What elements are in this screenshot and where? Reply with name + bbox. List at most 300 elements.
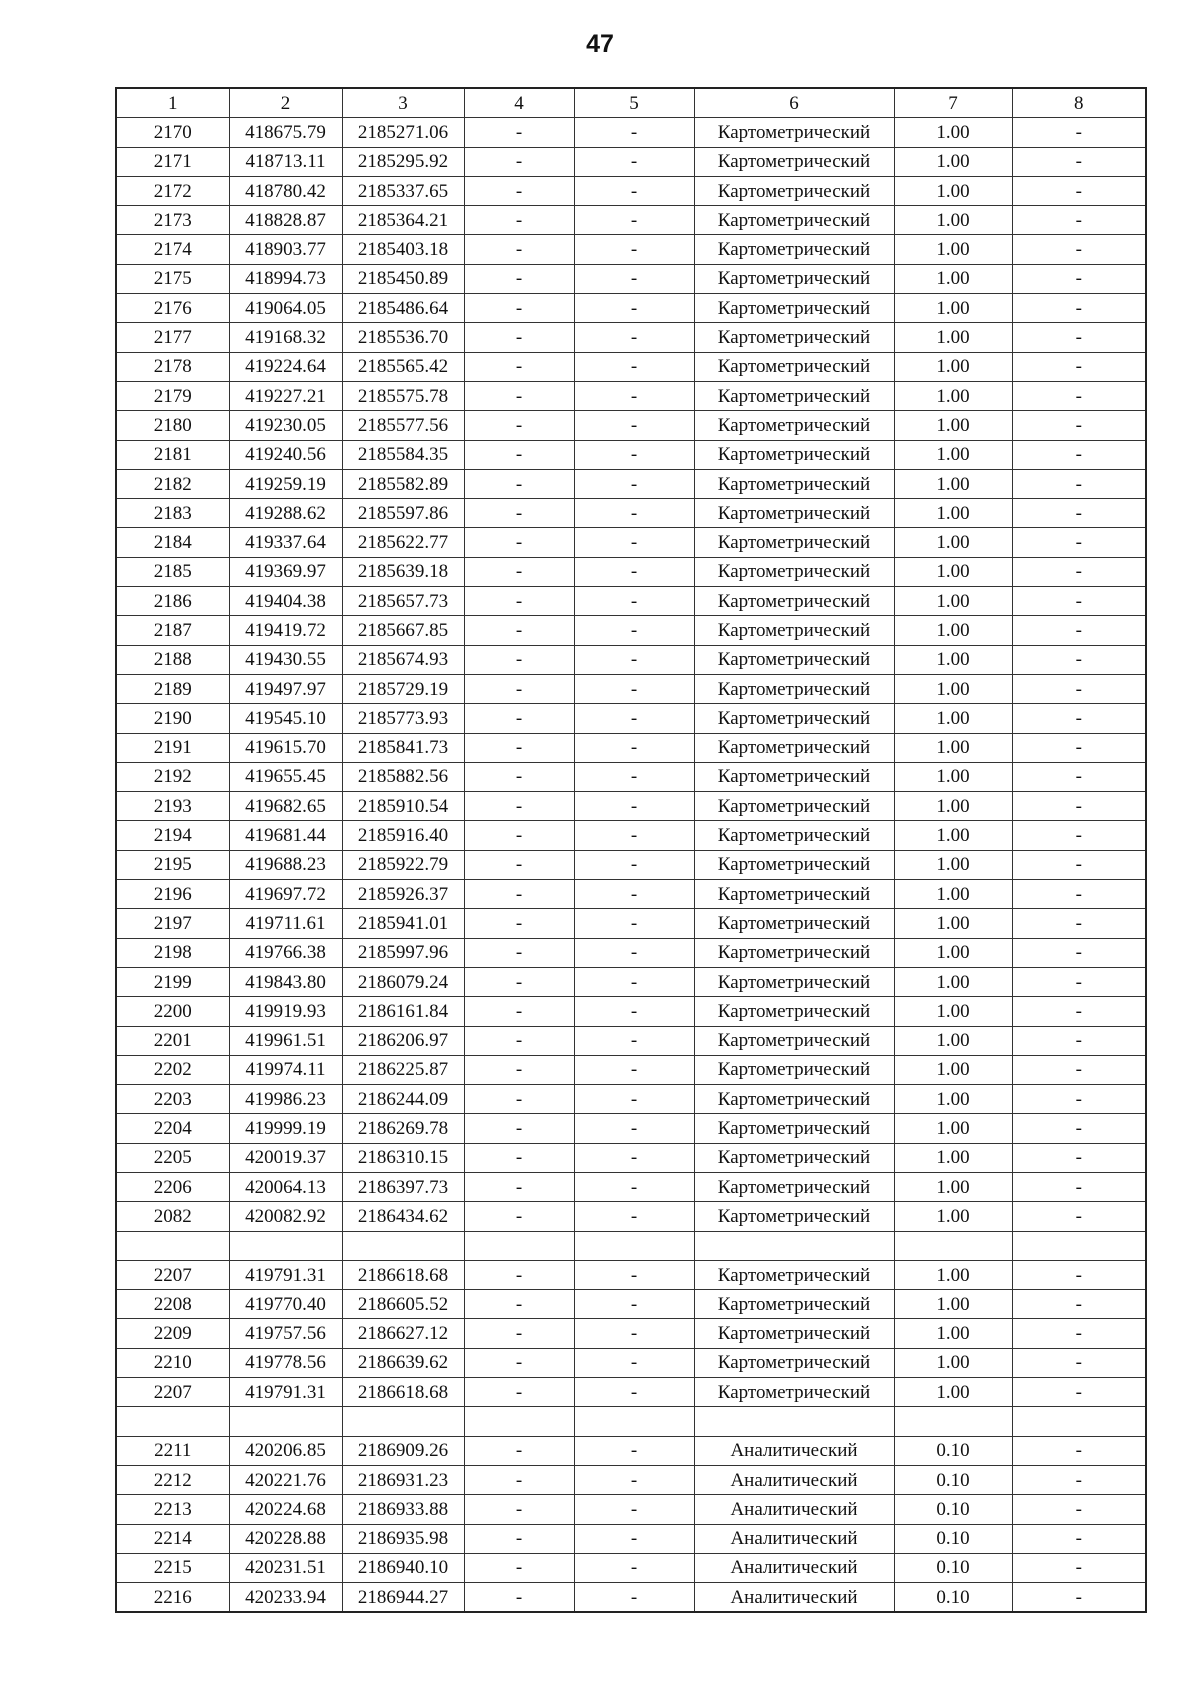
- table-cell-col-1: 2201: [116, 1026, 229, 1055]
- table-cell-col-7: 1.00: [894, 733, 1012, 762]
- table-cell-col-3: 2186933.88: [342, 1495, 464, 1524]
- table-row: [116, 118, 1146, 147]
- table-cell-col-5: -: [574, 1436, 694, 1465]
- table-cell-col-5: -: [574, 1378, 694, 1407]
- table-cell-col-2: 419986.23: [229, 1085, 342, 1114]
- table-cell-col-6: Картометрический: [694, 938, 894, 967]
- table-cell-col-3: 2185926.37: [342, 880, 464, 909]
- table-cell-col-2: 418903.77: [229, 235, 342, 264]
- table-cell-col-2: 420224.68: [229, 1495, 342, 1524]
- column-header-4: 4: [464, 88, 574, 118]
- table-cell-col-4: -: [464, 235, 574, 264]
- table-cell-col-7: 1.00: [894, 1055, 1012, 1084]
- table-cell-col-6: Картометрический: [694, 206, 894, 235]
- column-header-3: 3: [342, 88, 464, 118]
- table-cell-col-6: Картометрический: [694, 733, 894, 762]
- table-cell-col-3: 2185841.73: [342, 733, 464, 762]
- table-cell-col-3: 2185597.86: [342, 499, 464, 528]
- table-row: [116, 147, 1146, 176]
- table-cell-col-7: [894, 1231, 1012, 1260]
- table-cell-col-8: -: [1012, 1085, 1146, 1114]
- table-cell-col-1: 2198: [116, 938, 229, 967]
- table-cell-col-2: 419682.65: [229, 792, 342, 821]
- table-cell-col-8: -: [1012, 938, 1146, 967]
- table-cell-col-4: -: [464, 850, 574, 879]
- table-cell-col-8: -: [1012, 1378, 1146, 1407]
- table-cell-col-3: 2185565.42: [342, 352, 464, 381]
- table-cell-col-6: Картометрический: [694, 118, 894, 147]
- table-cell-col-7: 1.00: [894, 528, 1012, 557]
- table-cell-col-5: -: [574, 1202, 694, 1231]
- table-cell-col-6: Картометрический: [694, 1290, 894, 1319]
- table-cell-col-7: 1.00: [894, 1114, 1012, 1143]
- table-cell-col-8: [1012, 1231, 1146, 1260]
- table-cell-col-3: 2185667.85: [342, 616, 464, 645]
- table-cell-col-2: 419766.38: [229, 938, 342, 967]
- table-cell-col-1: 2196: [116, 880, 229, 909]
- table-cell-col-7: [894, 1407, 1012, 1436]
- table-cell-col-7: 1.00: [894, 118, 1012, 147]
- table-cell-col-3: 2186618.68: [342, 1378, 464, 1407]
- table-cell-col-4: -: [464, 1114, 574, 1143]
- table-cell-col-4: -: [464, 997, 574, 1026]
- table-cell-col-1: 2195: [116, 850, 229, 879]
- table-row: [116, 1436, 1146, 1465]
- table-cell-col-1: 2205: [116, 1143, 229, 1172]
- table-cell-col-4: -: [464, 1465, 574, 1494]
- table-cell-col-3: 2185910.54: [342, 792, 464, 821]
- table-cell-col-7: 1.00: [894, 762, 1012, 791]
- column-header-5: 5: [574, 88, 694, 118]
- table-cell-col-2: 419919.93: [229, 997, 342, 1026]
- table-row: [116, 1202, 1146, 1231]
- table-cell-col-2: 418713.11: [229, 147, 342, 176]
- table-row: [116, 616, 1146, 645]
- table-row: [116, 821, 1146, 850]
- table-cell-col-4: -: [464, 674, 574, 703]
- table-cell-col-2: 420082.92: [229, 1202, 342, 1231]
- table-row: [116, 411, 1146, 440]
- table-row: [116, 352, 1146, 381]
- table-cell-col-4: -: [464, 176, 574, 205]
- table-row: [116, 528, 1146, 557]
- table-cell-col-6: Картометрический: [694, 967, 894, 996]
- table-cell-col-1: 2188: [116, 645, 229, 674]
- table-cell-col-7: 1.00: [894, 674, 1012, 703]
- table-cell-col-6: Картометрический: [694, 381, 894, 410]
- table-cell-col-6: Картометрический: [694, 1026, 894, 1055]
- table-cell-col-1: 2181: [116, 440, 229, 469]
- table-row: [116, 1172, 1146, 1201]
- table-cell-col-2: 420064.13: [229, 1172, 342, 1201]
- table-cell-col-4: -: [464, 1348, 574, 1377]
- table-cell-col-7: 1.00: [894, 323, 1012, 352]
- table-cell-col-7: 1.00: [894, 381, 1012, 410]
- table-cell-col-1: 2204: [116, 1114, 229, 1143]
- column-header-1: 1: [116, 88, 229, 118]
- table-cell-col-8: -: [1012, 1202, 1146, 1231]
- table-cell-col-1: 2210: [116, 1348, 229, 1377]
- table-cell-col-6: Картометрический: [694, 1055, 894, 1084]
- table-cell-col-1: 2213: [116, 1495, 229, 1524]
- table-cell-col-8: -: [1012, 352, 1146, 381]
- table-cell-col-1: 2203: [116, 1085, 229, 1114]
- table-cell-col-1: 2176: [116, 294, 229, 323]
- table-cell-col-6: Картометрический: [694, 1114, 894, 1143]
- table-cell-col-1: 2216: [116, 1583, 229, 1613]
- table-cell-col-1: 2184: [116, 528, 229, 557]
- table-cell-col-2: 419404.38: [229, 587, 342, 616]
- table-cell-col-6: Картометрический: [694, 294, 894, 323]
- table-cell-col-2: 419369.97: [229, 557, 342, 586]
- table-cell-col-8: -: [1012, 909, 1146, 938]
- table-cell-col-1: 2193: [116, 792, 229, 821]
- page-number: 47: [586, 30, 614, 58]
- table-cell-col-8: -: [1012, 469, 1146, 498]
- table-row: [116, 880, 1146, 909]
- table-cell-col-3: 2186310.15: [342, 1143, 464, 1172]
- table-cell-col-4: -: [464, 587, 574, 616]
- table-cell-col-4: -: [464, 909, 574, 938]
- table-cell-col-3: 2185657.73: [342, 587, 464, 616]
- table-cell-col-1: [116, 1407, 229, 1436]
- table-cell-col-1: 2191: [116, 733, 229, 762]
- table-cell-col-8: -: [1012, 1143, 1146, 1172]
- table-row: [116, 1378, 1146, 1407]
- table-cell-col-2: 420221.76: [229, 1465, 342, 1494]
- table-cell-col-6: Картометрический: [694, 1085, 894, 1114]
- table-cell-col-5: -: [574, 1055, 694, 1084]
- table-cell-col-1: 2190: [116, 704, 229, 733]
- table-cell-col-4: [464, 1407, 574, 1436]
- table-cell-col-8: -: [1012, 997, 1146, 1026]
- table-cell-col-8: -: [1012, 1172, 1146, 1201]
- table-cell-col-3: 2186639.62: [342, 1348, 464, 1377]
- table-cell-col-4: -: [464, 1260, 574, 1289]
- table-cell-col-8: -: [1012, 557, 1146, 586]
- table-cell-col-8: -: [1012, 704, 1146, 733]
- table-row: [116, 206, 1146, 235]
- column-header-8: 8: [1012, 88, 1146, 118]
- table-cell-col-6: [694, 1231, 894, 1260]
- table-row: [116, 792, 1146, 821]
- table-cell-col-4: -: [464, 733, 574, 762]
- table-cell-col-4: -: [464, 1378, 574, 1407]
- table-cell-col-7: 1.00: [894, 147, 1012, 176]
- table-cell-col-4: -: [464, 1495, 574, 1524]
- table-cell-col-8: -: [1012, 411, 1146, 440]
- table-cell-col-4: -: [464, 469, 574, 498]
- table-cell-col-8: -: [1012, 674, 1146, 703]
- table-cell-col-5: -: [574, 1524, 694, 1553]
- table-cell-col-3: 2186618.68: [342, 1260, 464, 1289]
- table-cell-col-6: Картометрический: [694, 997, 894, 1026]
- table-cell-col-7: 1.00: [894, 587, 1012, 616]
- table-cell-col-3: 2185639.18: [342, 557, 464, 586]
- table-cell-col-8: -: [1012, 1436, 1146, 1465]
- table-row: [116, 440, 1146, 469]
- table-cell-col-5: -: [574, 997, 694, 1026]
- table-cell-col-6: Картометрический: [694, 411, 894, 440]
- table-row: [116, 704, 1146, 733]
- table-cell-col-6: Картометрический: [694, 147, 894, 176]
- table-cell-col-2: 419337.64: [229, 528, 342, 557]
- table-cell-col-5: -: [574, 1495, 694, 1524]
- table-cell-col-1: 2215: [116, 1553, 229, 1582]
- table-cell-col-6: Картометрический: [694, 880, 894, 909]
- table-cell-col-4: -: [464, 118, 574, 147]
- table-cell-col-7: 0.10: [894, 1553, 1012, 1582]
- table-cell-col-4: -: [464, 967, 574, 996]
- table-cell-col-2: 419615.70: [229, 733, 342, 762]
- table-cell-col-8: [1012, 1407, 1146, 1436]
- table-cell-col-6: Аналитический: [694, 1436, 894, 1465]
- table-cell-col-7: 1.00: [894, 938, 1012, 967]
- table-cell-col-5: -: [574, 147, 694, 176]
- table-cell-col-2: 419961.51: [229, 1026, 342, 1055]
- table-cell-col-1: 2208: [116, 1290, 229, 1319]
- table-cell-col-3: 2185997.96: [342, 938, 464, 967]
- table-cell-col-5: -: [574, 528, 694, 557]
- table-cell-col-2: 419974.11: [229, 1055, 342, 1084]
- table-cell-col-2: 419999.19: [229, 1114, 342, 1143]
- table-cell-col-1: 2082: [116, 1202, 229, 1231]
- table-cell-col-4: -: [464, 1085, 574, 1114]
- table-cell-col-7: 1.00: [894, 850, 1012, 879]
- table-cell-col-6: Картометрический: [694, 235, 894, 264]
- table-cell-col-1: 2170: [116, 118, 229, 147]
- table-cell-col-3: 2186397.73: [342, 1172, 464, 1201]
- table-row: [116, 850, 1146, 879]
- table-cell-col-2: 418675.79: [229, 118, 342, 147]
- table-cell-col-4: -: [464, 381, 574, 410]
- table-cell-col-1: 2199: [116, 967, 229, 996]
- table-cell-col-3: 2186605.52: [342, 1290, 464, 1319]
- table-cell-col-5: -: [574, 323, 694, 352]
- table-cell-col-1: 2183: [116, 499, 229, 528]
- table-cell-col-5: -: [574, 381, 694, 410]
- table-cell-col-3: 2185916.40: [342, 821, 464, 850]
- table-cell-col-6: Картометрический: [694, 1378, 894, 1407]
- table-cell-col-5: -: [574, 1465, 694, 1494]
- table-cell-col-5: -: [574, 1114, 694, 1143]
- table-cell-col-3: 2185364.21: [342, 206, 464, 235]
- table-cell-col-2: 418828.87: [229, 206, 342, 235]
- table-cell-col-4: -: [464, 264, 574, 293]
- table-cell-col-1: 2207: [116, 1260, 229, 1289]
- table-cell-col-7: 1.00: [894, 294, 1012, 323]
- table-cell-col-3: 2185773.93: [342, 704, 464, 733]
- table-cell-col-8: -: [1012, 1553, 1146, 1582]
- table-cell-col-2: 419240.56: [229, 440, 342, 469]
- table-row: [116, 1114, 1146, 1143]
- table-cell-col-2: 419778.56: [229, 1348, 342, 1377]
- table-cell-col-5: -: [574, 821, 694, 850]
- table-cell-col-5: -: [574, 792, 694, 821]
- table-cell-col-5: -: [574, 587, 694, 616]
- table-cell-col-7: 1.00: [894, 792, 1012, 821]
- table-cell-col-7: 1.00: [894, 1290, 1012, 1319]
- table-cell-col-2: 419497.97: [229, 674, 342, 703]
- table-row: [116, 1143, 1146, 1172]
- table-cell-col-5: -: [574, 1290, 694, 1319]
- table-row: [116, 674, 1146, 703]
- table-cell-col-4: -: [464, 880, 574, 909]
- table-cell-col-4: -: [464, 1524, 574, 1553]
- table-cell-col-7: 1.00: [894, 821, 1012, 850]
- table-cell-col-3: 2185337.65: [342, 176, 464, 205]
- table-cell-col-3: 2186935.98: [342, 1524, 464, 1553]
- table-cell-col-3: 2186244.09: [342, 1085, 464, 1114]
- table-cell-col-7: 1.00: [894, 235, 1012, 264]
- table-cell-col-8: -: [1012, 792, 1146, 821]
- table-cell-col-2: 419791.31: [229, 1378, 342, 1407]
- table-cell-col-1: 2171: [116, 147, 229, 176]
- table-cell-col-6: Картометрический: [694, 323, 894, 352]
- table-cell-col-1: 2172: [116, 176, 229, 205]
- table-cell-col-4: -: [464, 352, 574, 381]
- table-row: [116, 1348, 1146, 1377]
- table-cell-col-6: Картометрический: [694, 821, 894, 850]
- table-cell-col-6: Аналитический: [694, 1553, 894, 1582]
- table-cell-col-3: 2185577.56: [342, 411, 464, 440]
- table-cell-col-3: 2186161.84: [342, 997, 464, 1026]
- table-cell-col-2: 419681.44: [229, 821, 342, 850]
- table-cell-col-5: -: [574, 411, 694, 440]
- table-cell-col-4: -: [464, 1202, 574, 1231]
- table-row: [116, 1260, 1146, 1289]
- table-cell-col-1: 2186: [116, 587, 229, 616]
- table-row: [116, 1026, 1146, 1055]
- table-cell-col-8: -: [1012, 440, 1146, 469]
- column-header-2: 2: [229, 88, 342, 118]
- table-cell-col-6: Картометрический: [694, 909, 894, 938]
- table-cell-col-7: 1.00: [894, 616, 1012, 645]
- table-cell-col-5: -: [574, 616, 694, 645]
- table-row: [116, 762, 1146, 791]
- table-row: [116, 499, 1146, 528]
- table-row: [116, 1290, 1146, 1319]
- table-cell-col-8: -: [1012, 1260, 1146, 1289]
- table-cell-col-2: 419288.62: [229, 499, 342, 528]
- table-cell-col-5: -: [574, 469, 694, 498]
- table-cell-col-5: [574, 1231, 694, 1260]
- table-cell-col-1: 2178: [116, 352, 229, 381]
- table-cell-col-3: 2186434.62: [342, 1202, 464, 1231]
- table-cell-col-5: -: [574, 880, 694, 909]
- table-cell-col-1: 2214: [116, 1524, 229, 1553]
- table-row: [116, 264, 1146, 293]
- table-cell-col-6: Картометрический: [694, 1348, 894, 1377]
- table-cell-col-6: Картометрический: [694, 850, 894, 879]
- table-cell-col-7: 1.00: [894, 499, 1012, 528]
- table-row: [116, 967, 1146, 996]
- table-cell-col-2: 419168.32: [229, 323, 342, 352]
- table-cell-col-4: -: [464, 821, 574, 850]
- table-cell-col-7: 1.00: [894, 704, 1012, 733]
- table-header: [116, 88, 1146, 118]
- table-cell-col-7: 1.00: [894, 1172, 1012, 1201]
- table-cell-col-2: 419227.21: [229, 381, 342, 410]
- table-cell-col-4: -: [464, 1436, 574, 1465]
- table-cell-col-7: 1.00: [894, 440, 1012, 469]
- table-cell-col-3: 2185922.79: [342, 850, 464, 879]
- table-cell-col-2: 419770.40: [229, 1290, 342, 1319]
- table-cell-col-4: -: [464, 1143, 574, 1172]
- table-row: [116, 997, 1146, 1026]
- table-cell-col-1: 2207: [116, 1378, 229, 1407]
- table-body: [116, 118, 1146, 1613]
- table-cell-col-5: -: [574, 206, 694, 235]
- table-cell-col-3: 2185584.35: [342, 440, 464, 469]
- table-row: [116, 235, 1146, 264]
- table-cell-col-8: -: [1012, 821, 1146, 850]
- table-cell-col-8: -: [1012, 1524, 1146, 1553]
- table-cell-col-2: 419064.05: [229, 294, 342, 323]
- table-cell-col-1: 2206: [116, 1172, 229, 1201]
- table-cell-col-7: 1.00: [894, 352, 1012, 381]
- table-cell-col-8: -: [1012, 880, 1146, 909]
- table-row: [116, 1085, 1146, 1114]
- table-cell-col-5: -: [574, 1260, 694, 1289]
- table-cell-col-1: 2209: [116, 1319, 229, 1348]
- table-cell-col-4: -: [464, 440, 574, 469]
- table-cell-col-6: Аналитический: [694, 1583, 894, 1613]
- table-cell-col-3: 2185295.92: [342, 147, 464, 176]
- table-cell-col-5: -: [574, 645, 694, 674]
- table-cell-col-1: 2174: [116, 235, 229, 264]
- table-row: [116, 938, 1146, 967]
- table-cell-col-4: -: [464, 1319, 574, 1348]
- table-cell-col-8: -: [1012, 528, 1146, 557]
- table-cell-col-1: 2194: [116, 821, 229, 850]
- table-cell-col-1: 2200: [116, 997, 229, 1026]
- table-cell-col-4: -: [464, 323, 574, 352]
- table-cell-col-5: -: [574, 264, 694, 293]
- table-cell-col-6: Картометрический: [694, 587, 894, 616]
- table-cell-col-4: -: [464, 762, 574, 791]
- table-cell-col-5: -: [574, 850, 694, 879]
- table-cell-col-6: Картометрический: [694, 499, 894, 528]
- table-cell-col-4: -: [464, 411, 574, 440]
- table-cell-col-1: 2192: [116, 762, 229, 791]
- table-cell-col-2: 419430.55: [229, 645, 342, 674]
- table-cell-col-6: Аналитический: [694, 1524, 894, 1553]
- table-cell-col-8: -: [1012, 147, 1146, 176]
- table-cell-col-5: -: [574, 440, 694, 469]
- table-row: [116, 909, 1146, 938]
- table-cell-col-7: 1.00: [894, 967, 1012, 996]
- table-cell-col-3: 2186269.78: [342, 1114, 464, 1143]
- table-cell-col-6: Картометрический: [694, 792, 894, 821]
- table-cell-col-2: 419259.19: [229, 469, 342, 498]
- table-cell-col-5: -: [574, 235, 694, 264]
- table-row: [116, 1407, 1146, 1436]
- table-cell-col-8: -: [1012, 733, 1146, 762]
- table-cell-col-4: -: [464, 1553, 574, 1582]
- table-cell-col-8: -: [1012, 176, 1146, 205]
- table-row: [116, 645, 1146, 674]
- table-cell-col-4: -: [464, 1055, 574, 1084]
- table-cell-col-2: 420231.51: [229, 1553, 342, 1582]
- table-cell-col-7: 1.00: [894, 469, 1012, 498]
- table-cell-col-2: 419697.72: [229, 880, 342, 909]
- table-row: [116, 557, 1146, 586]
- table-cell-col-5: -: [574, 1026, 694, 1055]
- table-cell-col-1: 2173: [116, 206, 229, 235]
- table-cell-col-1: 2180: [116, 411, 229, 440]
- table-cell-col-3: 2185941.01: [342, 909, 464, 938]
